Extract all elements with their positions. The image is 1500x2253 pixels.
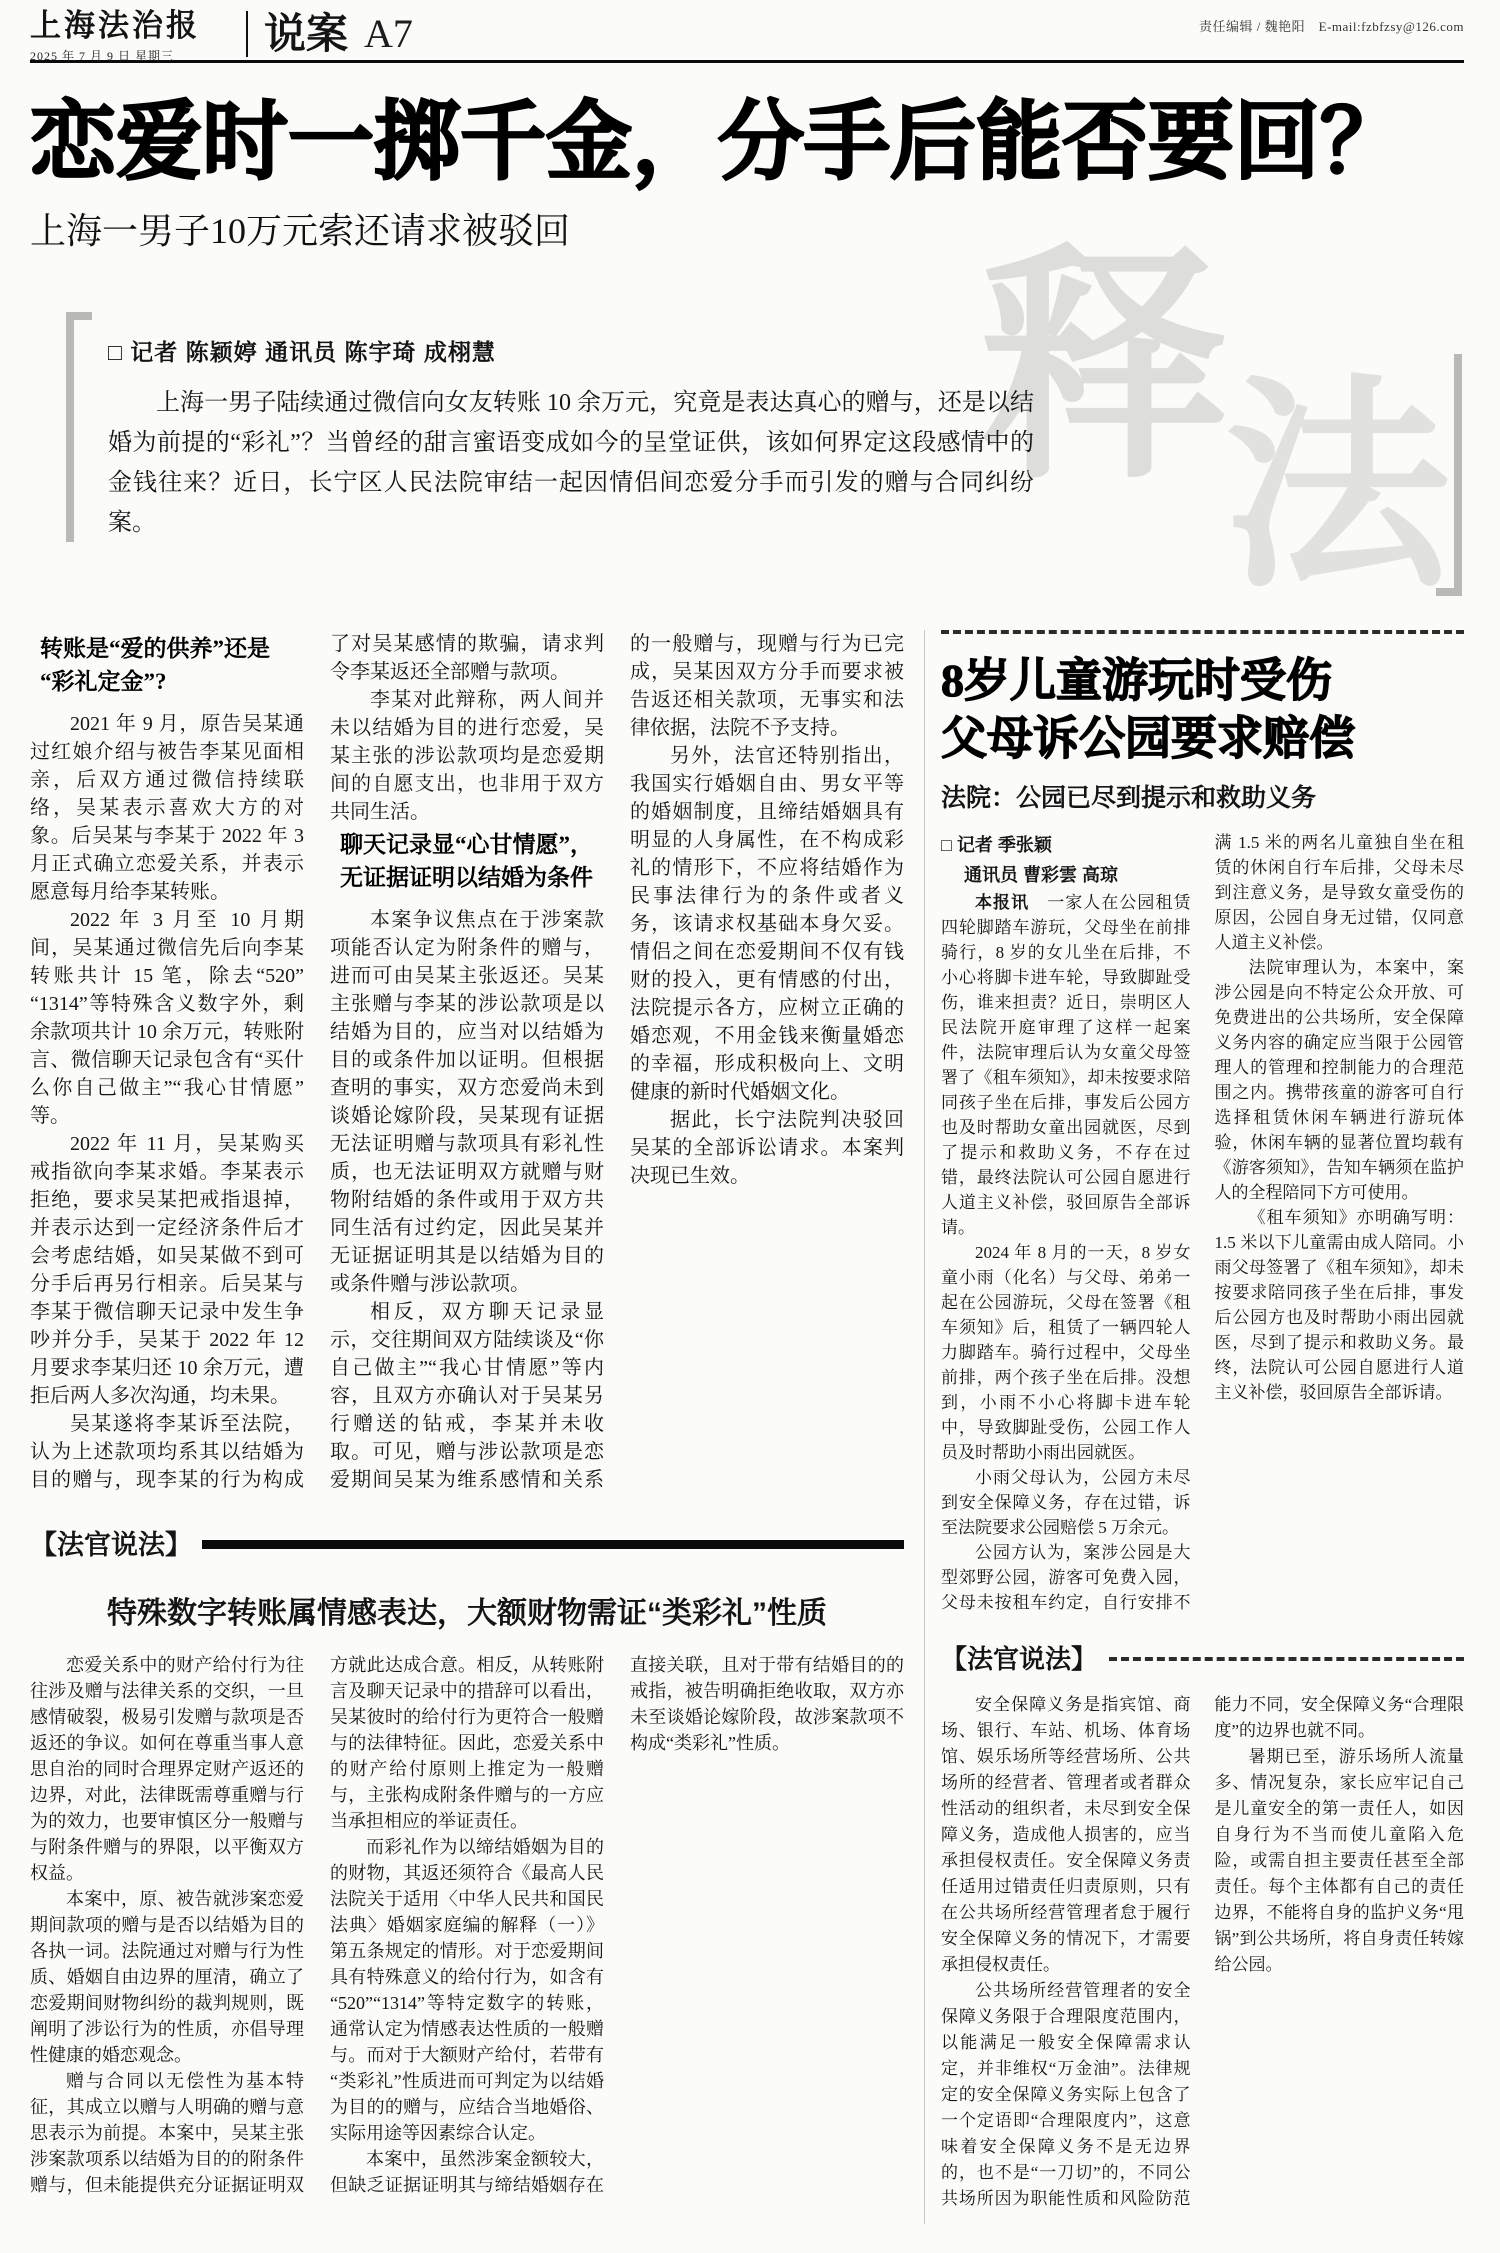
body-paragraph: 2021 年 9 月，原告吴某通过红娘介绍与被告李某见面相亲，后双方通过微信持续联络，吴某表示喜欢大方的对象。后吴某与李某于 2022 年 3 月正式确立恋爱关系，并表示愿意每月给李某转账。	[30, 712, 304, 903]
judge-section-rule	[202, 1540, 904, 1549]
masthead-logo: 上海法治报	[30, 8, 200, 43]
lead-box	[30, 231, 1464, 618]
body-paragraph: 李某对此辩称，两人间并未以结婚为目的进行恋爱，吴某主张的涉讼款项均是恋爱期间的自愿支出，也非用于双方共同生活。	[330, 688, 604, 823]
page-number: A7	[364, 11, 413, 56]
lead-paragraph: 上海一男子陆续通过微信向女友转账 10 余万元，究竟是表达真心的赠与，还是以结婚为前提的“彩礼”？当曾经的甜言蜜语变成如今的呈堂证供，该如何界定这段感情中的金钱往来？近日，长宁区人民法院审结一起因情侣间恋爱分手而引发的赠与合同纠纷案。	[108, 389, 1034, 536]
content-area	[30, 630, 1464, 2224]
column-subheading: 聊天记录显“心甘情愿”，无证据证明以结婚为条件	[340, 831, 593, 890]
main-headline: 恋爱时一掷千金，分手后能否要回？	[30, 94, 1406, 190]
body-paragraph: 小雨父母认为，公园方未尽到安全保障义务，存在过错，诉至法院要求公园赔偿 5 万余元。	[941, 1467, 1191, 1537]
bracket-decoration-right	[1436, 354, 1462, 596]
main-article-body	[30, 630, 904, 1506]
bracket-decoration-left	[66, 312, 92, 542]
secondary-article-region	[924, 630, 1464, 2224]
main-article-region	[30, 630, 904, 2224]
body-paragraph: 本案中，原、被告就涉案恋爱期间款项的赠与是否以结婚为目的各执一词。法院通过对赠与行为性质、婚姻自由边界的厘清，确立了恋爱期间财物纠纷的裁判规则，既阐明了涉讼行为的性质，亦倡导理性健康的婚恋观念。	[30, 1888, 304, 2065]
body-paragraph: 本案中，虽然涉案金额较大，但缺乏证据证明其与缔结婚姻存在直接关联，且对于带有结婚目的的戒指，被告明确拒绝收取，双方亦未至谈婚论嫁阶段，故涉案款项不构成“类彩礼”性质。	[330, 1654, 904, 2195]
page-header	[30, 0, 1464, 63]
article-byline: 通讯员 曹彩雲 高琼	[941, 864, 1119, 885]
judge-section-body	[30, 1652, 904, 2222]
judge-section-heading: 特殊数字转账属情感表达，大额财物需证“类彩礼”性质	[107, 1596, 827, 1630]
editor-info: 责任编辑 / 魏艳阳 E-mail:fzbfzsy@126.com	[1199, 19, 1464, 34]
body-paragraph: 另外，法官还特别指出，我国实行婚姻自由、男女平等的婚姻制度，且缔结婚姻具有明显的人身属性，在不构成彩礼的情形下，不应将结婚作为民事法律行为的条件或者义务，该请求权基础本身欠妥。情侣之间在恋爱期间不仅有钱财的投入，更有情感的付出，法院提示各方，应树立正确的婚恋观，不用金钱来衡量婚恋的幸福，形成积极向上、文明健康的新时代婚姻文化。	[630, 744, 904, 1103]
body-paragraph: 赠与合同以无偿性为基本特征，其成立以赠与人明确的赠与意思表示为前提。本案中，吴某主张涉案款项系以结婚为目的的附条件赠与，但未能提供充分证据证明双方就此达成合意。相反，从转账附言及聊天记录中的措辞可以看出，吴某彼时的给付行为更符合一般赠与的法律特征。因此，恋爱关系中的财产给付原则上推定为一般赠与，主张构成附条件赠与的一方应当承担相应的举证责任。	[30, 1654, 604, 2195]
body-paragraph: 安全保障义务是指宾馆、商场、银行、车站、机场、体育场馆、娱乐场所等经营场所、公共场所的经营者、管理者或者群众性活动的组织者，未尽到安全保障义务，造成他人损害的，应当承担侵权责任。安全保障义务责任适用过错责任归责原则，只有在公共场所经营管理者怠于履行安全保障义务的情况下，才需要承担侵权责任。	[941, 1694, 1191, 1974]
secondary-article-title	[941, 652, 1464, 768]
judge2-dashed-rule	[1109, 1657, 1464, 1661]
secondary-title-line2: 父母诉公园要求赔偿	[941, 712, 1355, 764]
body-paragraph: 据此，长宁法院判决驳回吴某的全部诉讼请求。本案判决现已生效。	[630, 1108, 904, 1187]
paragraph-lead-in: 本报讯	[975, 892, 1048, 912]
body-paragraph: 公园方认为，案涉公园是大型郊野公园，游客可免费入园，父母未按租车约定，自行安排不满 1.5 米的两名儿童独自坐在租赁的休闲自行车后排，父母未尽到注意义务，是导致女童受伤的原因，公园自身无过错，仅同意人道主义补偿。	[941, 832, 1464, 1612]
main-deck: 上海一男子10万元索还请求被驳回	[30, 210, 571, 251]
lead-content	[108, 334, 1034, 543]
body-paragraph: 公共场所经营管理者的安全保障义务限于合理限度范围内，以能满足一般安全保障需求认定，并非维权“万金油”。法律规定的安全保障义务实际上包含了一个定语即“合理限度内”，这意味着安全保障义务不是无边界的，也不是“一刀切”的，不同公共场所因为职能性质和风险防范能力不同，安全保障义务“合理限度”的边界也就不同。	[941, 1694, 1464, 2208]
dashed-divider-top	[941, 630, 1464, 634]
watermark-char-shi: 释	[979, 231, 1229, 509]
judge2-section-label: 【法官说法】	[941, 1643, 1098, 1674]
section-title: 说案	[264, 10, 349, 57]
body-paragraph: 2024 年 8 月的一天，8 岁女童小雨（化名）与父母、弟弟一起在公园游玩，父母在签署《租车须知》后，租赁了一辆四轮人力脚踏车。骑行过程中，父母坐前排，两个孩子坐在后排。没想到，小雨不小心将脚卡进车轮中，导致脚趾受伤，公园工作人员及时帮助小雨出园就医。	[941, 1242, 1191, 1462]
body-paragraph: 本案争议焦点在于涉案款项能否认定为附条件的赠与，进而可由吴某主张返还。吴某主张赠与李某的涉讼款项是以结婚为目的，应当对以结婚为目的或条件加以证明。但根据查明的事实，双方恋爱尚未到谈婚论嫁阶段，吴某现有证据无法证明赠与款项具有彩礼性质，也无法证明双方就赠与财物附结婚的条件或用于双方共同生活有过约定，因此吴某并无证据证明其是以结婚为目的或条件赠与涉讼款项。	[330, 908, 604, 1295]
body-paragraph: 而彩礼作为以缔结婚姻为目的的财物，其返还须符合《最高人民法院关于适用〈中华人民共和国民法典〉婚姻家庭编的解释（一）》第五条规定的情形。对于恋爱期间具有特殊意义的给付行为，如含有“520”“1314”等特定数字的转账，通常认定为情感表达性质的一般赠与。而对于大额财产给付，若带有“类彩礼”性质进而可判定为以结婚为目的的赠与，应结合当地婚俗、实际用途等因素综合认定。	[330, 1836, 604, 2143]
body-paragraph: 法院审理认为，本案中，案涉公园是向不特定公众开放、可免费进出的公共场所，安全保障义务内容的确定应当限于公园管理人的管理和控制能力的合理范围之内。携带孩童的游客可自行选择租赁休闲车辆进行游玩体验，休闲车辆的显著位置均载有《游客须知》，告知车辆须在监护人的全程陪同下方可使用。	[1214, 957, 1464, 1202]
body-paragraph: 暑期已至，游乐场所人流量多、情况复杂，家长应牢记自己是儿童安全的第一责任人，如因自身行为不当而使儿童陷入危险，或需自担主要责任甚至全部责任。每个主体都有自己的责任边界，不能将自身的监护义务“甩锅”到公共场所，将自身责任转嫁给公园。	[1214, 1746, 1464, 1974]
secondary-article-body	[941, 830, 1464, 1620]
body-paragraph: 相反，双方聊天记录显示，交往期间双方陆续谈及“你自己做主”“我心甘情愿”等内容，且双方亦确认对于吴某另行赠送的钻戒，李某并未收取。可见，赠与涉讼款项是恋爱期间吴某为维系感情和关系的一般赠与，现赠与行为已完成，吴某因双方分手而要求被告返还相关款项，无事实和法律依据，法院不予支持。	[330, 632, 904, 1491]
secondary-article-subtitle: 法院：公园已尽到提示和救助义务	[941, 783, 1317, 812]
column-subheading: 转账是“爱的供养”还是“彩礼定金”?	[40, 635, 270, 694]
watermark-char-fa: 法	[1223, 363, 1450, 614]
main-article-byline: □ 记者 陈颖婷 通讯员 陈宇琦 成栩慧	[108, 338, 496, 365]
judge-section-label: 【法官说法】	[30, 1529, 192, 1560]
masthead-date: 2025 年 7 月 9 日 星期三	[30, 49, 175, 63]
secondary-title-line1: 8岁儿童游玩时受伤	[941, 654, 1332, 706]
masthead	[30, 10, 220, 64]
body-paragraph: 2022 年 3 月至 10 月期间，吴某通过微信先后向李某转账共计 15 笔，除去“520”“1314”等特殊含义数字外，剩余款项共计 10 余万元，转账附言、微信聊天记录包含有“买什么你自己做主”“我心甘情愿”等。	[30, 908, 304, 1127]
header-rule	[30, 60, 1464, 63]
body-paragraph: 《租车须知》亦明确写明：1.5 米以下儿童需由成人陪同。小雨父母签署了《租车须知》，却未按要求陪同孩子坐在后排，事发后公园方也及时帮助小雨出园就医，尽到了提示和救助义务。最终，法院认可公园自愿进行人道主义补偿，驳回原告全部诉请。	[1214, 1207, 1464, 1402]
judge2-section-body	[941, 1692, 1464, 2224]
body-paragraph: 2022 年 11 月，吴某购买戒指欲向李某求婚。李某表示拒绝，要求吴某把戒指退掉，并表示达到一定经济条件后才会考虑结婚，如吴某做不到可分手后再另行相亲。后吴某与李某于微信聊天记录中发生争吵并分手，吴某于 2022 年 12 月要求李某归还 10 余万元，遭拒后两人多次沟通，均未果。	[30, 1132, 304, 1407]
body-paragraph: 本报讯 一家人在公园租赁四轮脚踏车游玩，父母坐在前排骑行，8 岁的女儿坐在后排，不小心将脚卡进车轮，导致脚趾受伤，谁来担责？近日，崇明区人民法院开庭审理了这样一起案件，法院审理后认为女童父母签署了《租车须知》，却未按要求陪同孩子坐在后排，事发后公园方也及时帮助女童出园就医，尽到了提示和救助义务，不存在过错，最终法院认可公园自愿进行人道主义补偿，驳回原告全部诉请。	[941, 892, 1191, 1237]
judge-section-header	[30, 1528, 904, 1562]
body-paragraph: 吴某遂将李某诉至法院，认为上述款项均系其以结婚为目的赠与，现李某的行为构成了对吴某感情的欺骗，请求判令李某返还全部赠与款项。	[30, 632, 604, 1491]
shifa-watermark	[979, 231, 1464, 618]
body-paragraph: 恋爱关系中的财产给付行为往往涉及赠与法律关系的交织，一旦感情破裂，极易引发赠与款项是否返还的争议。如何在尊重当事人意思自治的同时合理界定财产返还的边界，对此，法律既需尊重赠与行为的效力，也要审慎区分一般赠与与附条件赠与的界限，以平衡双方权益。	[30, 1654, 304, 1883]
judge2-section-header	[941, 1642, 1464, 1676]
article-byline: □ 记者 季张颖	[941, 834, 1052, 855]
header-divider	[246, 11, 248, 57]
